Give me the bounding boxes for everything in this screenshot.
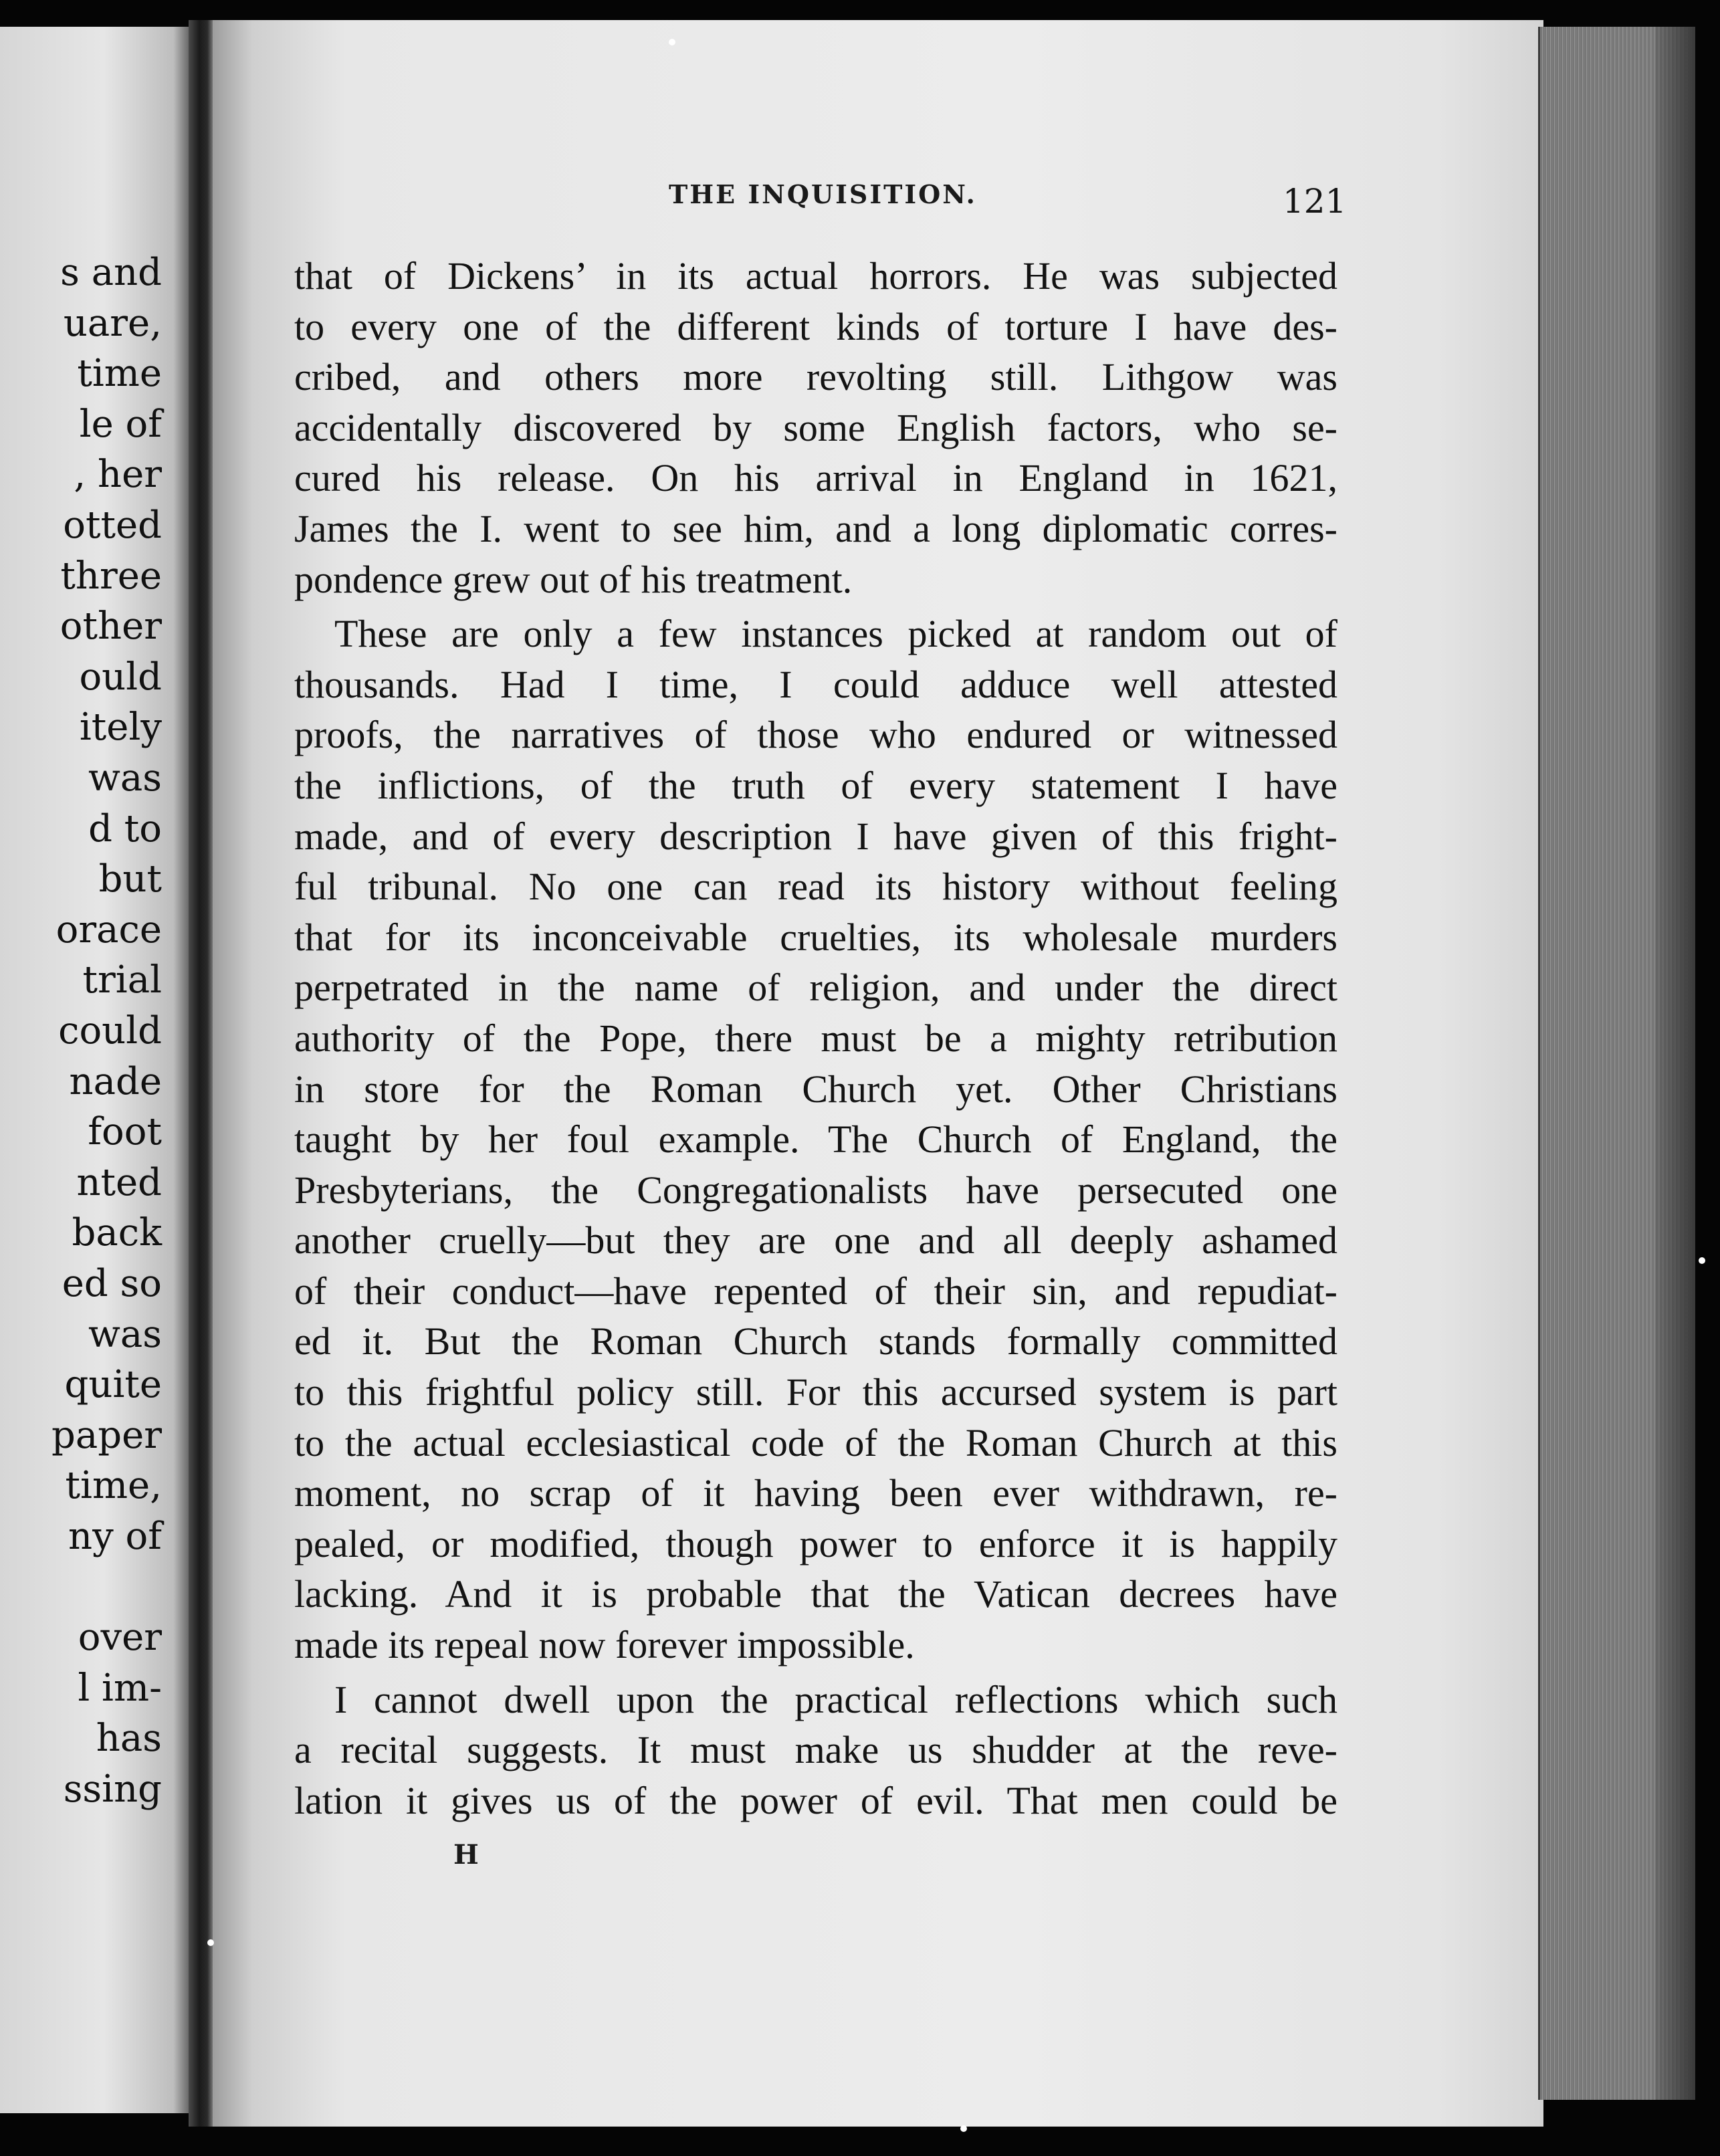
page-edges [1538,27,1695,2100]
facing-page-line: back [72,1211,162,1255]
facing-page-line: itely [79,706,162,750]
text-line: cured his release. On his arrival in England in 1621, [294,456,1337,500]
text-line: to every one of the different kinds of torture I have des- [294,304,1337,348]
text-line: lacking. And it is probable that the Vatican decrees have [294,1572,1337,1616]
text-line: pealed, or modified, though power to enforce it is happily [294,1521,1337,1566]
text-line: Presbyterians, the Congregationalists have persecuted one [294,1168,1337,1212]
text-line: a recital suggests. It must make us shudder at the reve- [294,1728,1337,1772]
facing-page-line: trial [82,958,162,1002]
dust-speck [960,2125,967,2132]
text-line: James the I. went to see him, and a long diplomatic corres- [294,506,1337,550]
facing-page-line: le of [79,402,162,446]
facing-page-line: over [78,1616,162,1660]
text-line: of their conduct—have repented of their sin, and repudiat- [294,1269,1337,1313]
facing-page-line: ould [79,655,162,699]
text-line: I cannot dwell upon the practical reflections which such [334,1677,1337,1721]
text-line: authority of the Pope, there must be a mighty retribution [294,1016,1337,1060]
facing-page [0,27,189,2113]
facing-page-line: was [88,756,162,800]
facing-page-line: d to [88,806,162,851]
text-line: that for its inconceivable cruelties, its wholesale murders [294,915,1337,959]
facing-page-line: could [58,1009,162,1053]
facing-page-line: has [96,1717,162,1761]
text-line: that of Dickens’ in its actual horrors. He was subjected [294,254,1337,298]
facing-page-line: was [88,1312,162,1356]
facing-page-line: other [60,605,162,649]
facing-page-line: nade [69,1059,162,1103]
text-line: to the actual ecclesiastical code of the Roman Church at this [294,1420,1337,1465]
dust-speck [207,1939,214,1946]
facing-page-line: uare, [63,301,162,345]
text-line: ful tribunal. No one can read its history without feeling [294,865,1337,909]
dust-speck [669,39,675,45]
facing-page-line: ed so [62,1262,162,1305]
facing-page-line: s and [60,251,162,294]
facing-page-line: foot [88,1110,162,1154]
text-line: made its repeal now forever impossible. [294,1623,915,1667]
facing-page-line: nted [76,1160,162,1204]
facing-page-line: but [98,857,162,901]
text-line: taught by her foul example. The Church of England, the [294,1117,1337,1162]
text-line: perpetrated in the name of religion, and under the direct [294,966,1337,1010]
text-line: cribed, and others more revolting still. Lithgow was [294,355,1337,399]
facing-page-line: otted [63,504,162,547]
text-line: made, and of every description I have given of this fright- [294,814,1337,858]
facing-page-line: , her [74,453,162,497]
text-line: to this frightful policy still. For this accursed system is part [294,1370,1337,1414]
facing-page-line: quite [64,1363,162,1407]
text-line: in store for the Roman Church yet. Other Christians [294,1067,1337,1111]
facing-page-line: ssing [63,1767,162,1811]
dust-speck [1699,1257,1705,1264]
text-line: proofs, the narratives of those who endured or witnessed [294,713,1337,757]
signature-mark: H [453,1839,479,1870]
text-line: moment, no scrap of it having been ever withdrawn, re- [294,1471,1337,1515]
body-text [294,251,1337,1826]
text-line: the inflictions, of the truth of every statement I have [294,763,1337,807]
page-number: 121 [1283,182,1347,221]
facing-page-line: time, [65,1464,162,1508]
gutter-shadow [189,20,215,2127]
facing-page-line: time [77,352,162,396]
facing-page-line: paper [51,1413,162,1457]
text-line: lation it gives us of the power of evil. That men could be [294,1778,1337,1822]
text-line: These are only a few instances picked at random out of [334,612,1337,656]
facing-page-line: l im- [78,1666,162,1710]
facing-page-line: orace [56,907,162,952]
text-line: thousands. Had I time, I could adduce well attested [294,662,1337,706]
facing-page-line: ny of [68,1515,162,1558]
running-head: THE INQUISITION. [669,179,977,209]
text-line: accidentally discovered by some English factors, who se- [294,405,1337,449]
text-line: ed it. But the Roman Church stands formally committed [294,1319,1337,1364]
facing-page-line: three [60,554,162,598]
text-line: another cruelly—but they are one and all deeply ashamed [294,1218,1337,1263]
text-line: pondence grew out of his treatment. [294,557,853,601]
